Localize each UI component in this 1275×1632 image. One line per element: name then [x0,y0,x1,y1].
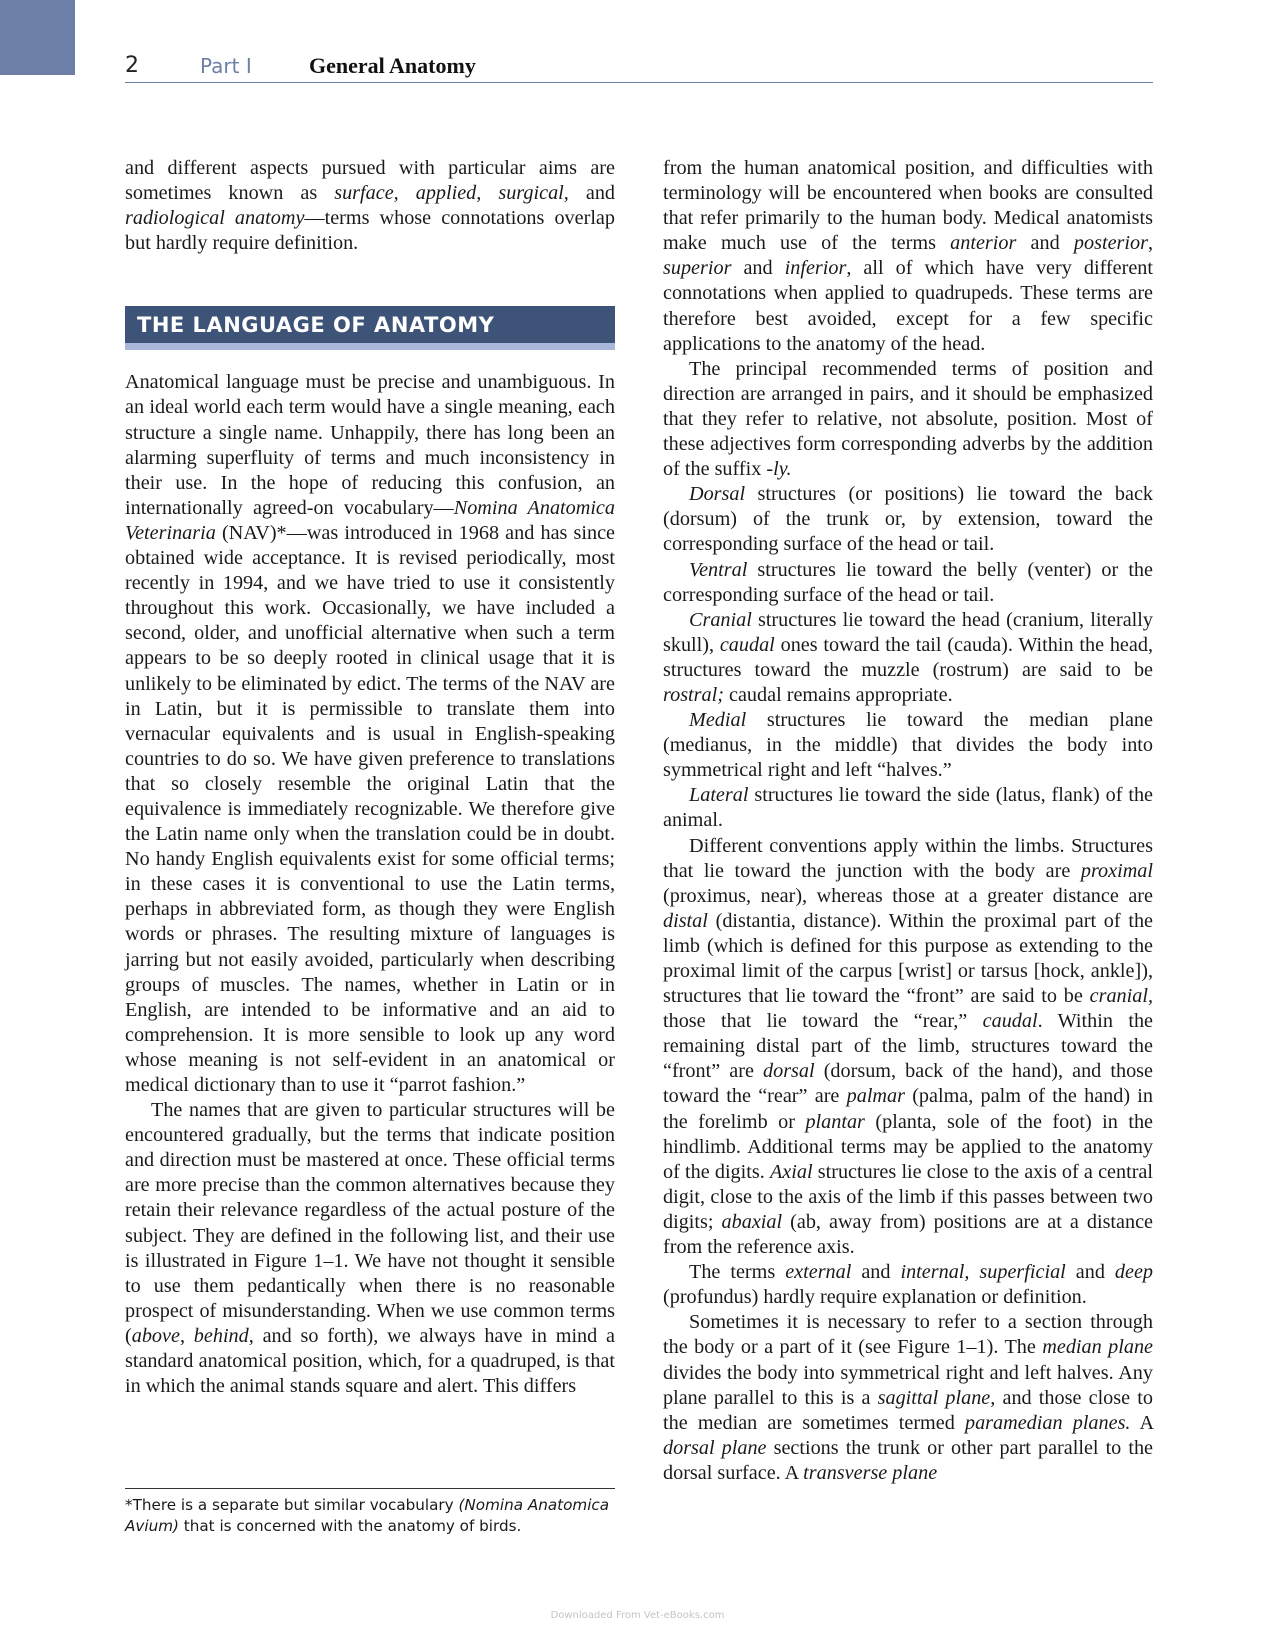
italic-term: radiological anatomy [125,207,305,230]
text-run: sections the trunk or other part parallel to the dorsal surface. A [663,1436,1154,1484]
text-run: The principal recommended terms of position and direction are arranged in pairs, and it should be emphasized that they refer to relative, not absolute, position. Most of these adjectives form corresponding adverbs by the addition of the suffix [663,357,1153,481]
italic-term: internal, superficial [900,1261,1066,1284]
text-run: structures lie close to the axis of a central digit, close to the axis of the limb if this passes between two digits; [663,1160,1153,1233]
italic-term: transverse plane [803,1461,938,1484]
text-run: , and so forth), we always have in mind a standard anatomical position, which, for a quadruped, is that in which the animal stands square and alert. This differs [125,1324,615,1398]
text-run: caudal remains appropriate. [723,683,953,706]
text-run: *There is a separate but similar vocabulary [125,1496,459,1514]
italic-term: palmar [846,1085,905,1108]
term-paragraph-external [663,1260,1153,1310]
text-run: (planta, sole of the foot) in the hindlimb. Additional terms may be applied to the anatomy of the digits. [663,1110,1153,1183]
italic-term: dorsal plane [663,1436,767,1459]
text-run: and [1065,1261,1115,1284]
text-run: and [568,182,616,205]
italic-term: Lateral [689,784,749,807]
body-paragraph [663,156,1153,357]
italic-term: external [785,1261,852,1284]
italic-term: Medial [689,709,747,732]
text-run: , all of which have very different connotations when applied to quadrupeds. These terms are therefore best avoided, except for a few specific applications to the anatomy of the head. [663,257,1153,355]
right-column [663,156,1153,1486]
watermark: Downloaded From Vet-eBooks.com [550,1610,725,1621]
term-paragraph-lateral [663,783,1153,833]
text-run: The terms [689,1261,786,1284]
text-run: A [1130,1411,1154,1434]
text-run: and [731,257,785,280]
text-run: and those close to the median are sometimes termed [663,1386,1153,1434]
body-paragraph [125,370,615,1098]
text-run: structures lie toward the belly (venter) or the corresponding surface of the head or tail. [663,558,1153,606]
italic-term: posterior [1073,232,1148,255]
term-paragraph-ventral [663,558,1153,608]
italic-term: distal [663,909,708,932]
text-run: and [1016,232,1074,255]
italic-term: superior [663,257,732,280]
chapter-title: General Anatomy [309,53,476,78]
text-run: Anatomical language must be precise and unambiguous. In an ideal world each term would have a single meaning, each structure a single name. Unhappily, there has long been an alarming superfluity of terms and much inconsistency in their use. In the hope of reducing this confusion, an internationally agreed-on vocabulary— [125,371,615,519]
intro-paragraph [125,156,615,256]
text-run: and different aspects pursued with particular aims are sometimes known as [125,157,615,205]
italic-term: Axial [769,1160,813,1183]
text-run: The names that are given to particular structures will be encountered gradually, but the terms that indicate position and direction must be mastered at once. These official terms are more precise than the common alternatives because they retain their relevance regardless of the actual posture of the subject. They are defined in the following list, and their use is illustrated in Figure 1–1. We have not thought it sensible to use them pedantically when there is no reasonable prospect of misunderstanding. When we use common terms ( [125,1099,615,1347]
term-paragraph-dorsal [663,482,1153,557]
italic-term: paramedian planes. [964,1411,1131,1434]
text-run: structures (or positions) lie toward the back (dorsum) of the trunk or, by extension, toward the corresponding surface of the head or tail. [663,483,1153,556]
body-paragraph [663,357,1153,482]
text-run: divides the body into symmetrical right and left halves. Any plane parallel to this is a [663,1361,1153,1409]
italic-term: behind [193,1324,249,1347]
text-run: from the human anatomical position, and difficulties with terminology will be encountered when books are consulted that refer primarily to the human body. Medical anatomists make much use of the terms [663,157,1153,255]
body-paragraph [125,1098,615,1399]
text-run: (NAV)*—was introduced in 1968 and has since obtained wide acceptance. It is revised periodically, most recently in 1994, and we have tried to use it consistently throughout this work. Occasionally, we have included a second, older, and unofficial alternative when such a term appears to be so deeply rooted in clinical usage that it is unlikely to be eliminated by edict. The terms of the NAV are in Latin, but it is permissible to translate them into vernacular equivalents and is usual in English-speaking countries to do so. We have given preference to translations that so closely resemble the original Latin that the equivalence is immediately recognizable. We therefore give the Latin name only when the translation could be in doubt. No handy English equivalents exist for some official terms; in these cases it is conventional to use the Latin terms, perhaps in abbreviated form, as though they were English words or phrases. The resulting mixture of languages is jarring but not easily avoided, particularly when describing groups of muscles. The names, whether in Latin or in English, are intended to be informative and an aid to comprehension. It is more sensible to look up any word whose meaning is not self-evident in an anatomical or medical dictionary than to use it “parrot fashion.” [125,521,615,1096]
text-run: structures lie toward the side (latus, flank) of the animal. [663,784,1153,832]
italic-term: anterior [950,232,1017,255]
text-run: ones toward the tail (cauda). Within the head, structures toward the muzzle (rostrum) are said to be [663,633,1153,681]
text-run: those that lie toward the “rear,” [663,1010,983,1033]
italic-term: sagittal plane, [877,1386,996,1409]
term-paragraph-limbs [663,834,1153,1261]
italic-term: -ly. [766,458,792,481]
text-run: (palma, palm of the hand) in the forelimb or [663,1085,1154,1133]
italic-term: abaxial [721,1210,783,1233]
italic-term: (Nomina Anatomica Avium) [125,1496,610,1535]
text-run: (distantia, distance). Within the proximal part of the limb (which is defined for this purpose as extending to the proximal limit of the carpus [wrist] or tarsus [hock, ankle]), structures that lie toward the “front” are said to be [663,909,1153,1008]
text-run: (ab, away from) positions are at a distance from the reference axis. [663,1210,1154,1259]
term-paragraph-planes [663,1310,1153,1486]
italic-term: rostral; [663,683,724,706]
running-header [125,50,1153,83]
left-column [125,156,615,1399]
italic-term: Ventral [689,558,748,581]
text-run: (profundus) hardly require explanation or definition. [663,1286,1087,1309]
italic-term: inferior [784,257,847,280]
italic-term: Dorsal [689,483,746,506]
text-run: (dorsum, back of the hand), and those toward the “rear” are [663,1060,1153,1108]
text-run: Different conventions apply within the limbs. Structures that lie toward the junction with the body are [663,834,1153,882]
text-run: . Within the remaining distal part of the limb, structures toward the “front” are [663,1010,1153,1083]
italic-term: caudal [719,633,775,656]
italic-term: above [131,1324,180,1347]
corner-tab-decoration [0,0,75,75]
italic-term: median plane [1042,1336,1153,1359]
italic-term: cranial, [1089,985,1153,1008]
text-run: (proximus, near), whereas those at a greater distance are [663,884,1153,907]
italic-term: plantar [805,1110,865,1133]
text-run: structures lie toward the head (cranium, literally skull), [663,608,1153,656]
italic-term: surface, applied, surgical, [334,182,569,205]
section-heading: THE LANGUAGE OF ANATOMY [125,306,615,350]
italic-term: caudal [982,1010,1038,1033]
part-label: Part I [200,54,252,78]
text-run: , [179,1324,194,1347]
text-run: that is concerned with the anatomy of birds. [178,1516,522,1535]
italic-term: deep [1114,1261,1153,1284]
italic-term: proximal [1080,859,1153,882]
page-number: 2 [125,53,139,78]
italic-term: dorsal [763,1060,815,1083]
term-paragraph-cranial [663,608,1153,708]
italic-term: Cranial [689,608,752,631]
text-run: structures lie toward the median plane (medianus, in the middle) that divides the body into symmetrical right and left “halves.” [663,709,1153,782]
text-run: and [851,1261,901,1284]
text-run: , [1147,232,1153,255]
text-run: —terms whose connotations overlap but hardly require definition. [125,207,615,255]
italic-term: Nomina Anatomica Veterinaria [125,496,615,544]
footnote [125,1488,615,1536]
text-run: Sometimes it is necessary to refer to a section through the body or a part of it (see Figure 1–1). The [663,1311,1153,1359]
term-paragraph-medial [663,708,1153,783]
